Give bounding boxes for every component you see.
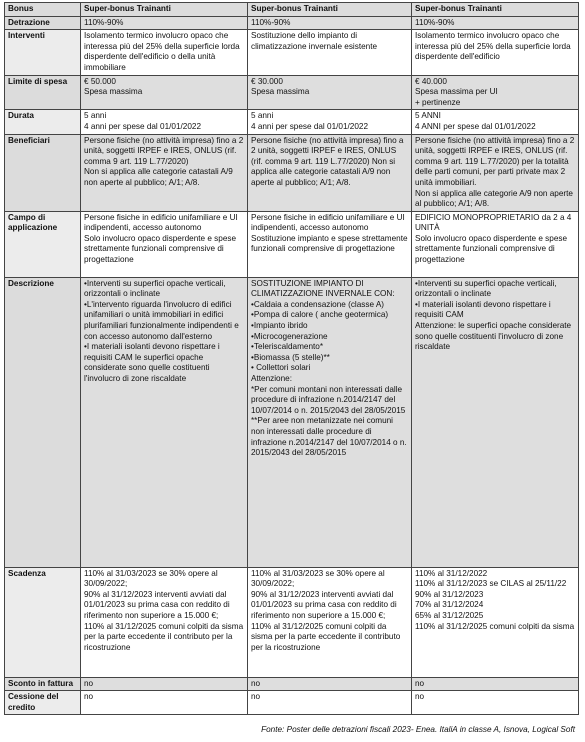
cell-line: 110%-90% — [84, 17, 124, 27]
cell-line: 110%-90% — [251, 17, 291, 27]
cell-line: Sostituzione dello impianto di climatizzazione invernale esistente — [251, 31, 378, 51]
cell-line: 110% al 31/12/2025 comuni colpiti da sisma per la parte eccedente il contributo per la ricostruzione — [84, 621, 244, 652]
cell-line: Spesa massima — [251, 87, 310, 97]
cell-c2 — [248, 110, 412, 134]
cell-line: 4 anni per spese dal 01/01/2022 — [84, 121, 201, 131]
row-label: Campo di applicazione — [5, 211, 81, 277]
cell-c3 — [412, 134, 579, 211]
cell-line: € 40.000 — [415, 76, 447, 86]
cell-line: Attenzione: — [251, 374, 292, 384]
cell-line: € 50.000 — [84, 76, 116, 86]
cell-line: 5 anni — [251, 111, 274, 121]
cell-line: no — [84, 678, 94, 688]
cell-line: •Caldaia a condensazione (classe A) — [251, 299, 385, 309]
cell-c1 — [81, 134, 248, 211]
row-label: Detrazione — [5, 16, 81, 30]
row-label: Sconto in fattura — [5, 677, 81, 691]
cell-c2 — [248, 134, 412, 211]
table-header-row — [5, 3, 579, 17]
table-row — [5, 567, 579, 677]
row-label: Limite di spesa — [5, 75, 81, 110]
cell-line: 110% al 31/12/2022 — [415, 568, 488, 578]
cell-line: Non si applica alle categorie catastali A/9 non aperte al pubblico; A/1; A/8. — [84, 167, 233, 187]
cell-line: *Per comuni montani non interessati dalle procedure di infrazione n.2014/2147 del 10/07/2014 o n. 2015/2043 del 28/05/2015 — [251, 384, 406, 415]
cell-c2 — [248, 30, 412, 75]
cell-c3 — [412, 110, 579, 134]
cell-line: no — [251, 678, 261, 688]
cell-line: 90% al 31/12/2023 interventi avviati dal 01/01/2023 su prima casa con reddito di riferimento non superiore a 15.000 €; — [251, 589, 397, 621]
cell-line: Spesa massima — [84, 87, 143, 97]
cell-line: •Microcogenerazione — [251, 331, 328, 341]
cell-line: no — [251, 692, 261, 702]
cell-c3 — [412, 30, 579, 75]
cell-c2 — [248, 75, 412, 110]
cell-line: 90% al 31/12/2023 — [415, 589, 484, 599]
cell-line: 90% al 31/12/2023 interventi avviati dal 01/01/2023 su prima casa con reddito di riferimento non superiore a 15.000 €; — [84, 589, 230, 621]
cell-line: Persone fisiche (no attività impresa) fino a 2 unità, soggetti IRPEF e IRES, ONLUS (rif. comma 9 art. 119 L.77/2020) — [84, 135, 244, 166]
cell-line: + pertinenze — [415, 97, 461, 107]
cell-c3 — [412, 691, 579, 715]
table-row — [5, 691, 579, 715]
row-label: Beneficiari — [5, 134, 81, 211]
cell-line: 4 ANNI per spese dal 01/01/2022 — [415, 121, 536, 131]
cell-c1 — [81, 691, 248, 715]
table-row — [5, 134, 579, 211]
row-label: Descrizione — [5, 277, 81, 567]
cell-c1 — [81, 75, 248, 110]
table-body — [5, 16, 579, 715]
cell-line: •I materiali isolanti devono rispettare i requisiti CAM le superfici opache considerate sono quelle costituenti l'involucro di zone riscaldate — [84, 342, 220, 384]
cell-line: 110% al 31/12/2025 comuni colpiti da sisma — [415, 621, 575, 631]
cell-c3 — [412, 75, 579, 110]
cell-line: •Interventi su superfici opache verticali, orizzontali o inclinate — [84, 278, 226, 299]
cell-line: 110% al 31/03/2023 se 30% opere al 30/09/2022; — [251, 568, 385, 589]
cell-c1 — [81, 677, 248, 691]
cell-line: •I materiali isolanti devono rispettare i requisiti CAM — [415, 299, 551, 320]
row-label: Cessione del credito — [5, 691, 81, 715]
cell-line: 65% al 31/12/2025 — [415, 611, 484, 621]
cell-line: Sostituzione impianto e spese strettamente funzionali comprensive di progettazione — [251, 233, 408, 254]
cell-line: no — [415, 678, 425, 688]
cell-c1 — [81, 211, 248, 277]
cell-line: •Impianto ibrido — [251, 321, 308, 331]
cell-line: 70% al 31/12/2024 — [415, 600, 484, 610]
cell-line: •Pompa di calore ( anche geotermica) — [251, 310, 389, 320]
superbonus-table — [4, 2, 579, 715]
row-label: Interventi — [5, 30, 81, 75]
cell-line: Persone fisiche (no attività impresa) fino a 2 unità, soggetti IRPEF e IRES, ONLUS (rif. comma 9 art. 119 L.77/2020) per la totalità delle parti comuni, per parti private max 2 unità immobiliari. — [415, 135, 575, 187]
cell-c1 — [81, 16, 248, 30]
cell-c3 — [412, 677, 579, 691]
table-row — [5, 277, 579, 567]
cell-c2 — [248, 277, 412, 567]
cell-c2 — [248, 567, 412, 677]
table-row — [5, 16, 579, 30]
cell-c1 — [81, 30, 248, 75]
cell-c3 — [412, 16, 579, 30]
table-row — [5, 677, 579, 691]
cell-line: EDIFICIO MONOPROPRIETARIO da 2 a 4 UNITÀ — [415, 212, 572, 233]
cell-c2 — [248, 16, 412, 30]
cell-line: no — [84, 692, 94, 702]
cell-line: Spesa massima per UI — [415, 87, 498, 97]
header-col1: Super-bonus Trainanti — [81, 3, 248, 17]
cell-line: Persone fisiche in edificio unifamiliare e UI indipendenti, accesso autonomo — [84, 212, 238, 233]
cell-line: Persone fisiche (no attività impresa) fino a 2 unità, soggetti IRPEF e IRES, ONLUS (rif. comma 9 art. 119 L.77/2020) Non si applica alle categorie catastali A/9 non aperte al pubblico; A/1; A/8. — [251, 135, 404, 187]
header-col3: Super-bonus Trainanti — [412, 3, 579, 17]
row-label: Durata — [5, 110, 81, 134]
cell-line: Solo involucro opaco disperdente e spese strettamente funzionali comprensive di progettazione — [415, 233, 568, 265]
cell-c3 — [412, 277, 579, 567]
cell-c2 — [248, 211, 412, 277]
cell-line: •Teleriscaldamento* — [251, 342, 324, 352]
cell-line: •L'intervento riguarda l'involucro di edifici unifamiliari o unità immobiliari in edifici plurifamiliari funzionalmente indipendenti e con accesso autonomo dall'esterno — [84, 299, 239, 341]
cell-line: • Collettori solari — [251, 363, 311, 373]
cell-c1 — [81, 277, 248, 567]
cell-line: Solo involucro opaco disperdente e spese strettamente funzionali comprensive di progettazione — [84, 233, 237, 265]
header-bonus: Bonus — [5, 3, 81, 17]
cell-c1 — [81, 567, 248, 677]
header-col2: Super-bonus Trainanti — [248, 3, 412, 17]
cell-line: no — [415, 692, 425, 702]
source-footer: Fonte: Poster delle detrazioni fiscali 2023- Enea. ItaliA in classe A, Isnova, Logical Soft — [261, 725, 575, 734]
cell-line: •Interventi su superfici opache verticali, orizzontali o inclinate — [415, 278, 557, 299]
cell-c3 — [412, 567, 579, 677]
cell-line: •Biomassa (5 stelle)** — [251, 352, 330, 362]
cell-line: Isolamento termico involucro opaco che interessa più del 25% della superficie lorda disperdente dell'edificio — [415, 31, 571, 62]
table-row — [5, 110, 579, 134]
table-row — [5, 211, 579, 277]
cell-line: **Per aree non metanizzate nei comuni non interessati dalle procedure di infrazione n.2014/2147 del 10/07/2014 o n. 2015/2043 del 28/05/2015 — [251, 416, 407, 458]
row-label: Scadenza — [5, 567, 81, 677]
cell-line: 110%-90% — [415, 17, 455, 27]
cell-c3 — [412, 211, 579, 277]
table-row — [5, 30, 579, 75]
cell-line: Isolamento termico involucro opaco che interessa più del 25% della superficie lorda disperdente dell'edificio o della unità immobiliare — [84, 31, 240, 72]
cell-c2 — [248, 691, 412, 715]
cell-line: 5 anni — [84, 111, 107, 121]
cell-line: 110% al 31/12/2025 comuni colpiti da sisma per la parte eccedente il contributo per la ricostruzione — [251, 621, 401, 652]
cell-line: 5 ANNI — [415, 111, 441, 121]
table-row — [5, 75, 579, 110]
cell-line: Attenzione: le superfici opache considerate sono quelle costituenti l'involucro di zone riscaldate — [415, 321, 572, 352]
cell-line: 110% al 31/03/2023 se 30% opere al 30/09/2022; — [84, 568, 218, 589]
cell-line: 4 anni per spese dal 01/01/2022 — [251, 121, 368, 131]
cell-c2 — [248, 677, 412, 691]
cell-c1 — [81, 110, 248, 134]
cell-line: SOSTITUZIONE IMPIANTO DI CLIMATIZZAZIONE INVERNALE CON: — [251, 278, 395, 299]
cell-line: 110% al 31/12/2023 se CILAS al 25/11/22 — [415, 579, 567, 589]
cell-line: Persone fisiche in edificio unifamiliare e UI indipendenti, accesso autonomo — [251, 212, 405, 233]
cell-line: € 30.000 — [251, 76, 283, 86]
cell-line: Non si applica alle categorie A/9 non aperte al pubblico; A/1; A/8. — [415, 188, 573, 209]
